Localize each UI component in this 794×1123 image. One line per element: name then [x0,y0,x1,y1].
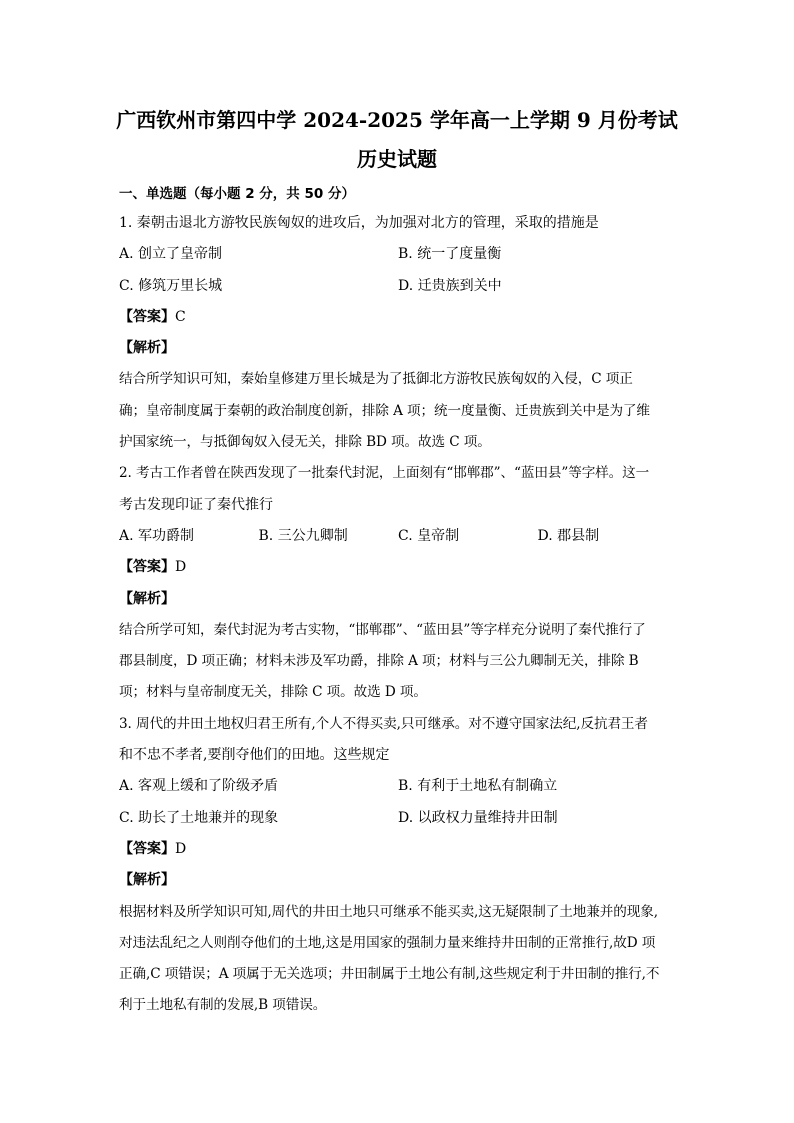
analysis-line: 利于土地私有制的发展,B 项错误。 [119,997,327,1014]
answer-label: 【答案】 [119,308,175,325]
options-row [119,271,677,302]
analysis-line: 结合所学可知，秦代封泥为考古实物，“邯郸郡”、“蓝田县”等字样充分说明了秦代推行了 [119,621,646,638]
exam-title: 广西钦州市第四中学 2024-2025 学年高一上学期 9 月份考试 [116,108,678,132]
analysis-line: 护国家统一，与抵御匈奴入侵无关，排除 BD 项。故选 C 项。 [119,434,491,451]
question-stem: 和不忠不孝者,要削夺他们的田地。这些规定 [119,747,390,764]
question-3 [119,709,677,1022]
answer-value: D [175,840,187,857]
answer-line [119,302,677,333]
option-c: C. 皇帝制 [398,527,460,544]
answer-value: D [175,559,187,576]
option-c: C. 修筑万里长城 [119,277,223,294]
analysis-line: 正确,C 项错误；A 项属于无关选项；井田制属于土地公有制,这些规定利于井田制的推行,不 [119,966,660,983]
question-2 [119,458,677,708]
option-b: B. 有利于土地私有制确立 [398,778,558,795]
question-stem: 3. 周代的井田土地权归君王所有,个人不得买卖,只可继承。对不遵守国家法纪,反抗君王者 [119,715,648,732]
option-c: C. 助长了土地兼并的现象 [119,809,279,826]
analysis-line: 项；材料与皇帝制度无关，排除 C 项。故选 D 项。 [119,684,427,701]
option-a: A. 创立了皇帝制 [119,246,223,263]
option-b: B. 统一了度量衡 [398,246,502,263]
analysis-label: 【解析】 [119,590,175,607]
option-d: D. 以政权力量维持井田制 [398,809,558,826]
option-b: B. 三公九卿制 [258,527,348,544]
option-d: D. 郡县制 [537,527,600,544]
exam-content [119,180,677,1022]
analysis-label: 【解析】 [119,340,175,357]
answer-line [119,552,677,583]
options-row [119,771,677,802]
options-row [119,239,677,270]
option-a: A. 军功爵制 [119,527,195,544]
analysis-line: 根据材料及所学知识可知,周代的井田土地只可继承不能买卖,这无疑限制了土地兼并的现象, [119,903,658,920]
options-row [119,803,677,834]
answer-label: 【答案】 [119,840,175,857]
analysis-line: 郡县制度，D 项正确；材料未涉及军功爵，排除 A 项；材料与三公九卿制无关，排除 B [119,653,639,670]
exam-subject-title: 历史试题 [357,147,437,171]
analysis-label: 【解析】 [119,872,175,889]
question-stem: 考古发现印证了秦代推行 [119,496,273,513]
section-heading: 一、单选题（每小题 2 分，共 50 分） [119,186,355,202]
question-stem: 1. 秦朝击退北方游牧民族匈奴的进攻后，为加强对北方的管理，采取的措施是 [119,215,599,231]
analysis-line: 对违法乱纪之人则削夺他们的土地,这是用国家的强制力量来维持井田制的正常推行,故D 项 [119,934,656,951]
answer-value: C [175,308,186,325]
options-row [119,521,677,552]
question-stem: 2. 考古工作者曾在陕西发现了一批秦代封泥，上面刻有“邯郸郡”、“蓝田县”等字样。这一 [119,465,650,482]
answer-line [119,834,677,865]
option-d: D. 迁贵族到关中 [398,277,502,294]
analysis-line: 确；皇帝制度属于秦朝的政治制度创新，排除 A 项；统一度量衡、迁贵族到关中是为了维 [119,402,650,419]
analysis-line: 结合所学知识可知，秦始皇修建万里长城是为了抵御北方游牧民族匈奴的入侵，C 项正 [119,371,633,388]
option-a: A. 客观上缓和了阶级矛盾 [119,778,279,795]
question-1 [119,208,677,458]
answer-label: 【答案】 [119,559,175,576]
